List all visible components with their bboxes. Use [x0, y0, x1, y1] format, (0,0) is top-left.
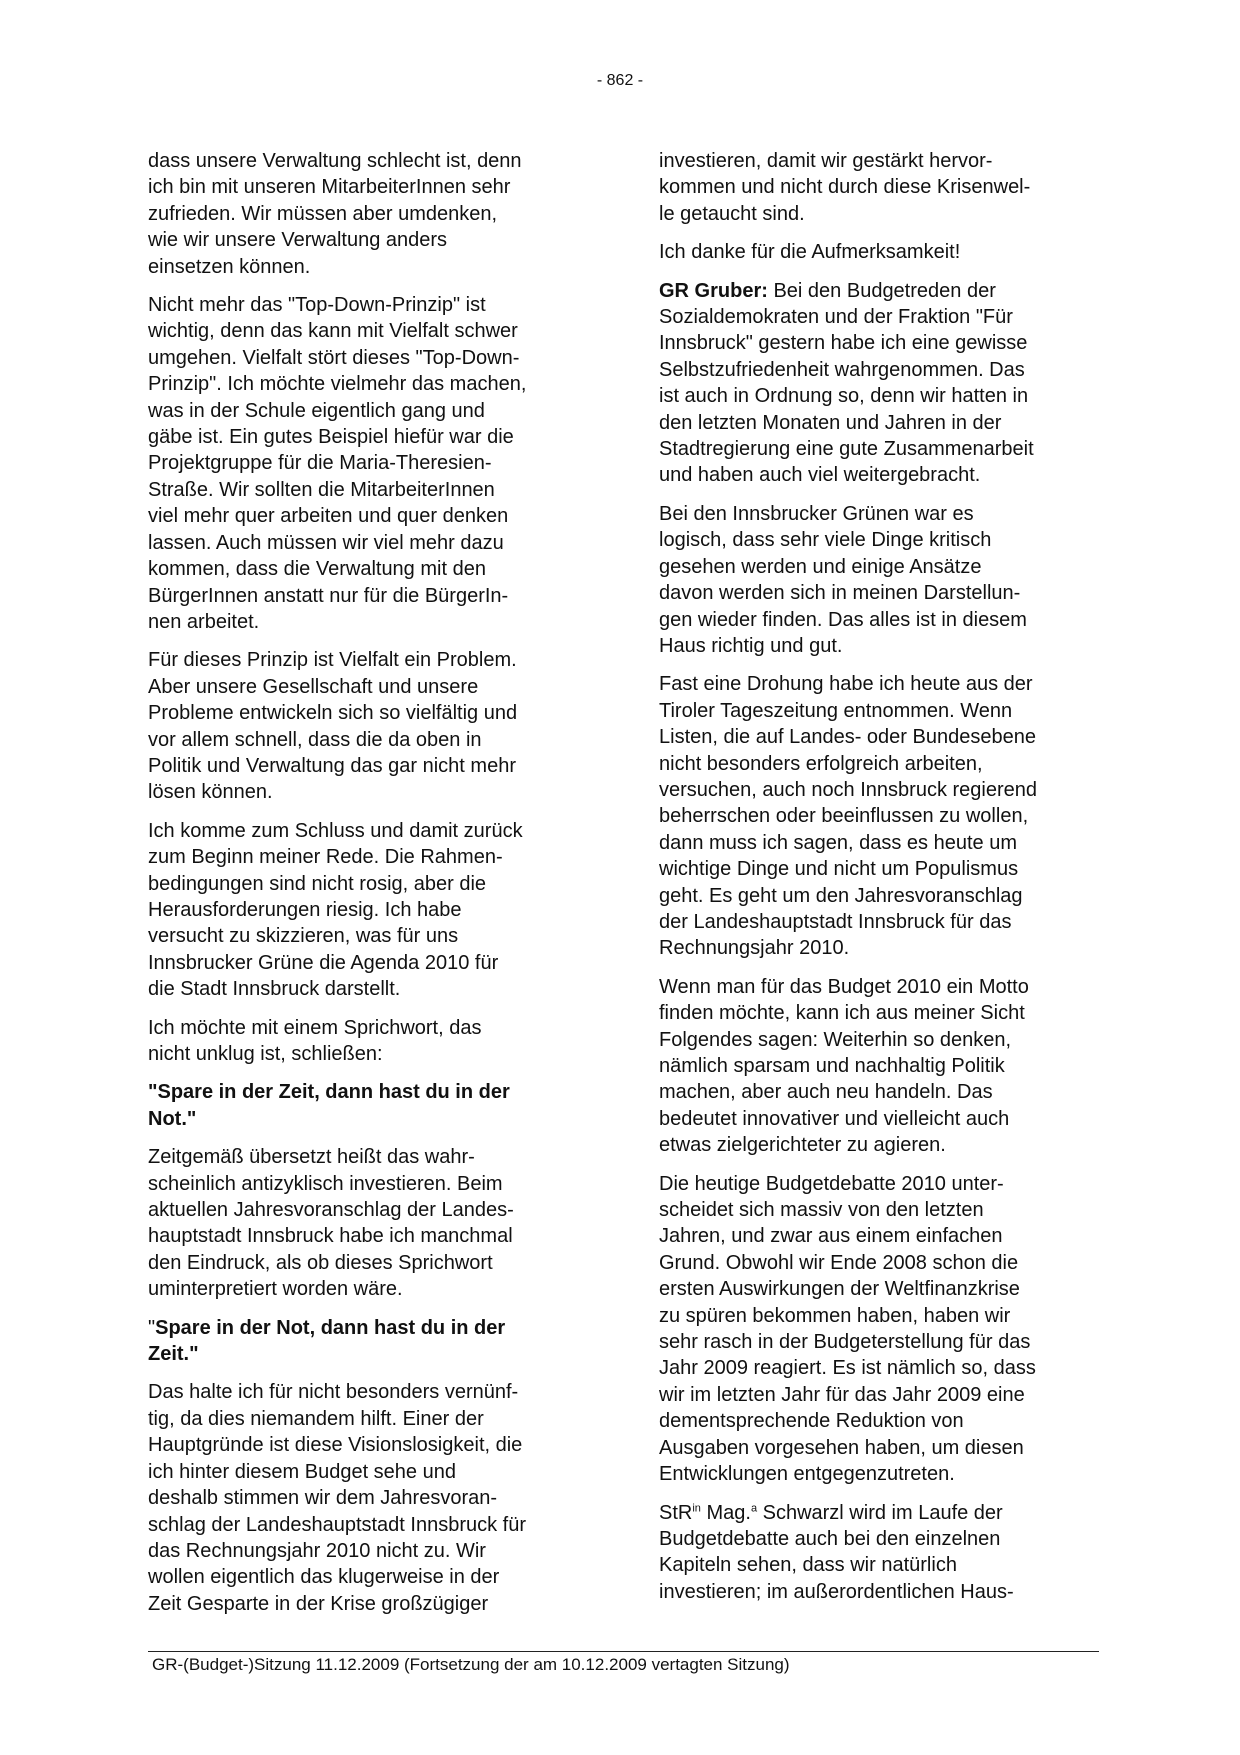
speech-paragraph: [659, 278, 1109, 489]
paragraph: Wenn man für das Budget 2010 ein Motto finden möchte, kann ich aus meiner Sicht Folgendes sagen: Weiterhin so denken, nämlich sparsam und nachhaltig Politik machen, aber auch neu handeln. Das bedeutet innovativer und vielleicht auch etwas zielgerichteter zu agieren.: [659, 975, 1029, 1157]
paragraph: Bei den Innsbrucker Grünen war es logisch, dass sehr viele Dinge kritisch gesehen werden und einige Ansätze davon werden sich in meinen Darstellun- gen wieder finden. Das alles ist in diesem Haus richtig und gut.: [659, 502, 1027, 657]
speaker-name: GR Gruber:: [659, 279, 768, 302]
quote-text: Spare in der Not, dann hast du in der Zeit.": [148, 1316, 506, 1366]
proverb-quote-reversed: [148, 1315, 598, 1368]
paragraph-text: Schwarzl wird im Laufe der Budgetdebatte auch bei den einzelnen Kapiteln sehen, dass wir natürlich investieren; im außerordentlichen Haus-: [659, 1501, 1014, 1603]
paragraph: Ich danke für die Aufmerksamkeit!: [659, 241, 961, 264]
title-text: Mag.: [700, 1501, 751, 1524]
paragraph: Fast eine Drohung habe ich heute aus der Tiroler Tageszeitung entnommen. Wenn Listen, die auf Landes- oder Bundesebene nicht besonders erfolgreich arbeiten, versuchen, auch noch Innsbruck regierend beherrschen oder beeinflussen zu wollen, dann muss ich sagen, dass es heute um wichtige Dinge und nicht um Populismus geht. Es geht um den Jahresvoranschlag der Landeshauptstadt Innsbruck für das Rechnungsjahr 2010.: [659, 673, 1038, 960]
paragraph: Zeitgemäß übersetzt heißt das wahr- scheinlich antizyklisch investieren. Beim aktuellen Jahresvoranschlag der Landes- hauptstadt Innsbruck habe ich manchmal den Eindruck, als ob dieses Sprichwort uminterpretiert worden wäre.: [148, 1146, 514, 1301]
speech-text: Bei den Budgetreden der Sozialdemokraten und der Fraktion "Für Innsbruck" gestern habe ich eine gewisse Selbstzufriedenheit wahrgenommen. Das ist auch in Ordnung so, denn wir hatten in den letzten Monaten und Jahren in der Stadtregierung eine gute Zusammenarbeit und haben auch viel weitergebracht.: [659, 279, 1034, 487]
footer-divider: [148, 1651, 1099, 1652]
title-text: StR: [659, 1501, 693, 1524]
right-column: [659, 148, 1109, 1617]
superscript: in: [692, 1501, 701, 1514]
paragraph: [659, 1500, 1109, 1606]
paragraph: Die heutige Budgetdebatte 2010 unter- scheidet sich massiv von den letzten Jahren, und zwar aus einem einfachen Grund. Obwohl wir Ende 2008 schon die ersten Auswirkungen der Weltfinanzkrise zu spüren bekommen haben, haben wir sehr rasch in der Budgeterstellung für das Jahr 2009 reagiert. Es ist nämlich so, dass wir im letzten Jahr für das Jahr 2009 eine dementsprechende Reduktion von Ausgaben vorgesehen haben, um diesen Entwicklungen entgegenzutreten.: [659, 1172, 1036, 1486]
paragraph: Für dieses Prinzip ist Vielfalt ein Problem. Aber unsere Gesellschaft und unsere Probleme entwickeln sich so vielfältig und vor allem schnell, dass die da oben in Politik und Verwaltung das gar nicht mehr lösen können.: [148, 649, 518, 804]
quote-mark: ": [148, 1316, 156, 1339]
footer-text: GR-(Budget-)Sitzung 11.12.2009 (Fortsetzung der am 10.12.2009 vertagten Sitzung): [152, 1655, 790, 1674]
paragraph: Das halte ich für nicht besonders vernünf- tig, da dies niemandem hilft. Einer der Hauptgründe ist diese Visionslosigkeit, die ich hinter diesem Budget sehe und deshalb stimmen wir dem Jahresvoran- schlag der Landeshauptstadt Innsbruck für das Rechnungsjahr 2010 nicht zu. Wir wollen eigentlich das klugerweise in der Zeit Gesparte in der Krise großzügiger: [148, 1381, 527, 1615]
left-column: [148, 148, 598, 1629]
superscript: a: [750, 1501, 758, 1514]
paragraph: Ich möchte mit einem Sprichwort, das nicht unklug ist, schließen:: [148, 1016, 482, 1065]
paragraph: Ich komme zum Schluss und damit zurück zum Beginn meiner Rede. Die Rahmen- bedingungen sind nicht rosig, aber die Herausforderungen riesig. Ich habe versucht zu skizzieren, was für uns Innsbrucker Grüne die Agenda 2010 für die Stadt Innsbruck darstellt.: [148, 819, 523, 1001]
paragraph: dass unsere Verwaltung schlecht ist, denn ich bin mit unseren MitarbeiterInnen sehr zufrieden. Wir müssen aber umdenken, wie wir unsere Verwaltung anders einsetzen können.: [148, 150, 522, 278]
paragraph: investieren, damit wir gestärkt hervor- kommen und nicht durch diese Krisenwel- le getaucht sind.: [659, 150, 1031, 225]
paragraph: Nicht mehr das "Top-Down-Prinzip" ist wichtig, denn das kann mit Vielfalt schwer umgehen. Vielfalt stört dieses "Top-Down- Prinzip". Ich möchte vielmehr das machen, was in der Schule eigentlich gang und gäbe ist. Ein gutes Beispiel hiefür war die Projektgruppe für die Maria-Theresien- Straße. Wir sollten die MitarbeiterInnen viel mehr quer arbeiten und quer denken lassen. Auch müssen wir viel mehr dazu kommen, dass die Verwaltung mit den BürgerInnen anstatt nur für die BürgerIn- nen arbeitet.: [148, 294, 527, 633]
page-number: - 862 -: [596, 72, 644, 89]
proverb-quote: "Spare in der Zeit, dann hast du in der Not.": [148, 1081, 510, 1130]
